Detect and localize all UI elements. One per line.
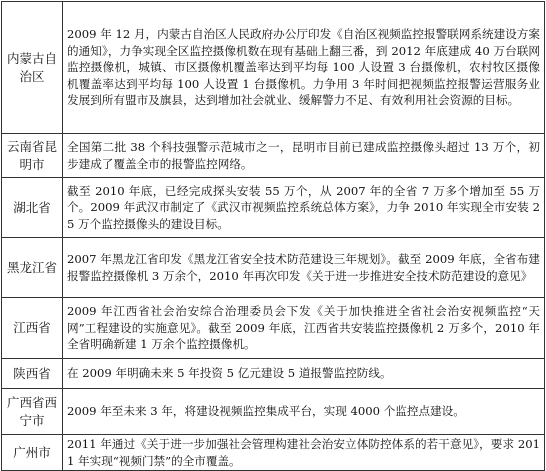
table-row — [2, 178, 545, 238]
table-row — [2, 238, 545, 298]
region-cell: 云南省昆明市 — [2, 134, 63, 178]
region-cell: 广西省西宁市 — [2, 389, 63, 435]
description-cell: 2009 年 12 月，内蒙古自治区人民政府办公厅印发《自治区视频监控报警联网系统建设方案的通知》，力争实现全区监控摄像机数在现有基础上翻三番，到 2012 年底建成 40 万台联网监控摄像机，城镇、市区摄像机覆盖率达到平均每 100 人设置 3 台摄像机，农村牧区摄像机覆盖率达到平均每 100 人设置 1 台摄像机。力争用 3 年时间把视频监控报警运营服务业发展到所有盟市及旗县，达到增加社会就业、缓解警力不足、有效利用社会资源的目标。 — [63, 2, 545, 134]
region-cell: 黑龙江省 — [2, 238, 63, 298]
description-cell: 全国第二批 38 个科技强警示范城市之一，昆明市目前已建成监控摄像头超过 13 万个，初步建成了覆盖全市的报警监控网络。 — [63, 134, 545, 178]
region-cell: 江西省 — [2, 298, 63, 359]
table-row — [2, 359, 545, 389]
table-row — [2, 134, 545, 178]
table-row — [2, 2, 545, 134]
table-row — [2, 435, 545, 471]
description-cell: 2011 年通过《关于进一步加强社会管理构建社会治安立体防控体系的若干意见》，要求 2011 年实现“视频门禁”的全市覆盖。 — [63, 435, 545, 471]
description-cell: 2009 年江西省社会治安综合治理委员会下发《关于加快推进全省社会治安视频监控“天网”工程建设的实施意见》。截至 2009 年底，江西省共安装监控摄像机 2 万多个，2010 年全省明确新建 1 万余个监控摄像机。 — [63, 298, 545, 359]
region-cell: 广州市 — [2, 435, 63, 471]
description-cell: 截至 2010 年底，已经完成探头安装 55 万个，从 2007 年的全省 7 万多个增加至 55 万个。2009 年武汉市制定了《武汉市视频监控系统总体方案》，力争 2010 年实现全市安装 25 万个监控摄像头的建设目标。 — [63, 178, 545, 238]
description-cell: 2009 年至未来 3 年，将建设视频监控集成平台，实现 4000 个监控点建设。 — [63, 389, 545, 435]
region-cell: 内蒙古自治区 — [2, 2, 63, 134]
region-cell: 陕西省 — [2, 359, 63, 389]
description-cell: 2007 年黑龙江省印发《黑龙江省安全技术防范建设三年规划》。截至 2009 年底，全省布建报警监控摄像机 3 万余个，2010 年再次印发《关于进一步推进安全技术防范建设的意见》 — [63, 238, 545, 298]
policy-table — [1, 1, 545, 471]
description-cell: 在 2009 年明确未来 5 年投资 5 亿元建设 5 道报警监控防线。 — [63, 359, 545, 389]
table-row — [2, 298, 545, 359]
region-cell: 湖北省 — [2, 178, 63, 238]
table-row — [2, 389, 545, 435]
